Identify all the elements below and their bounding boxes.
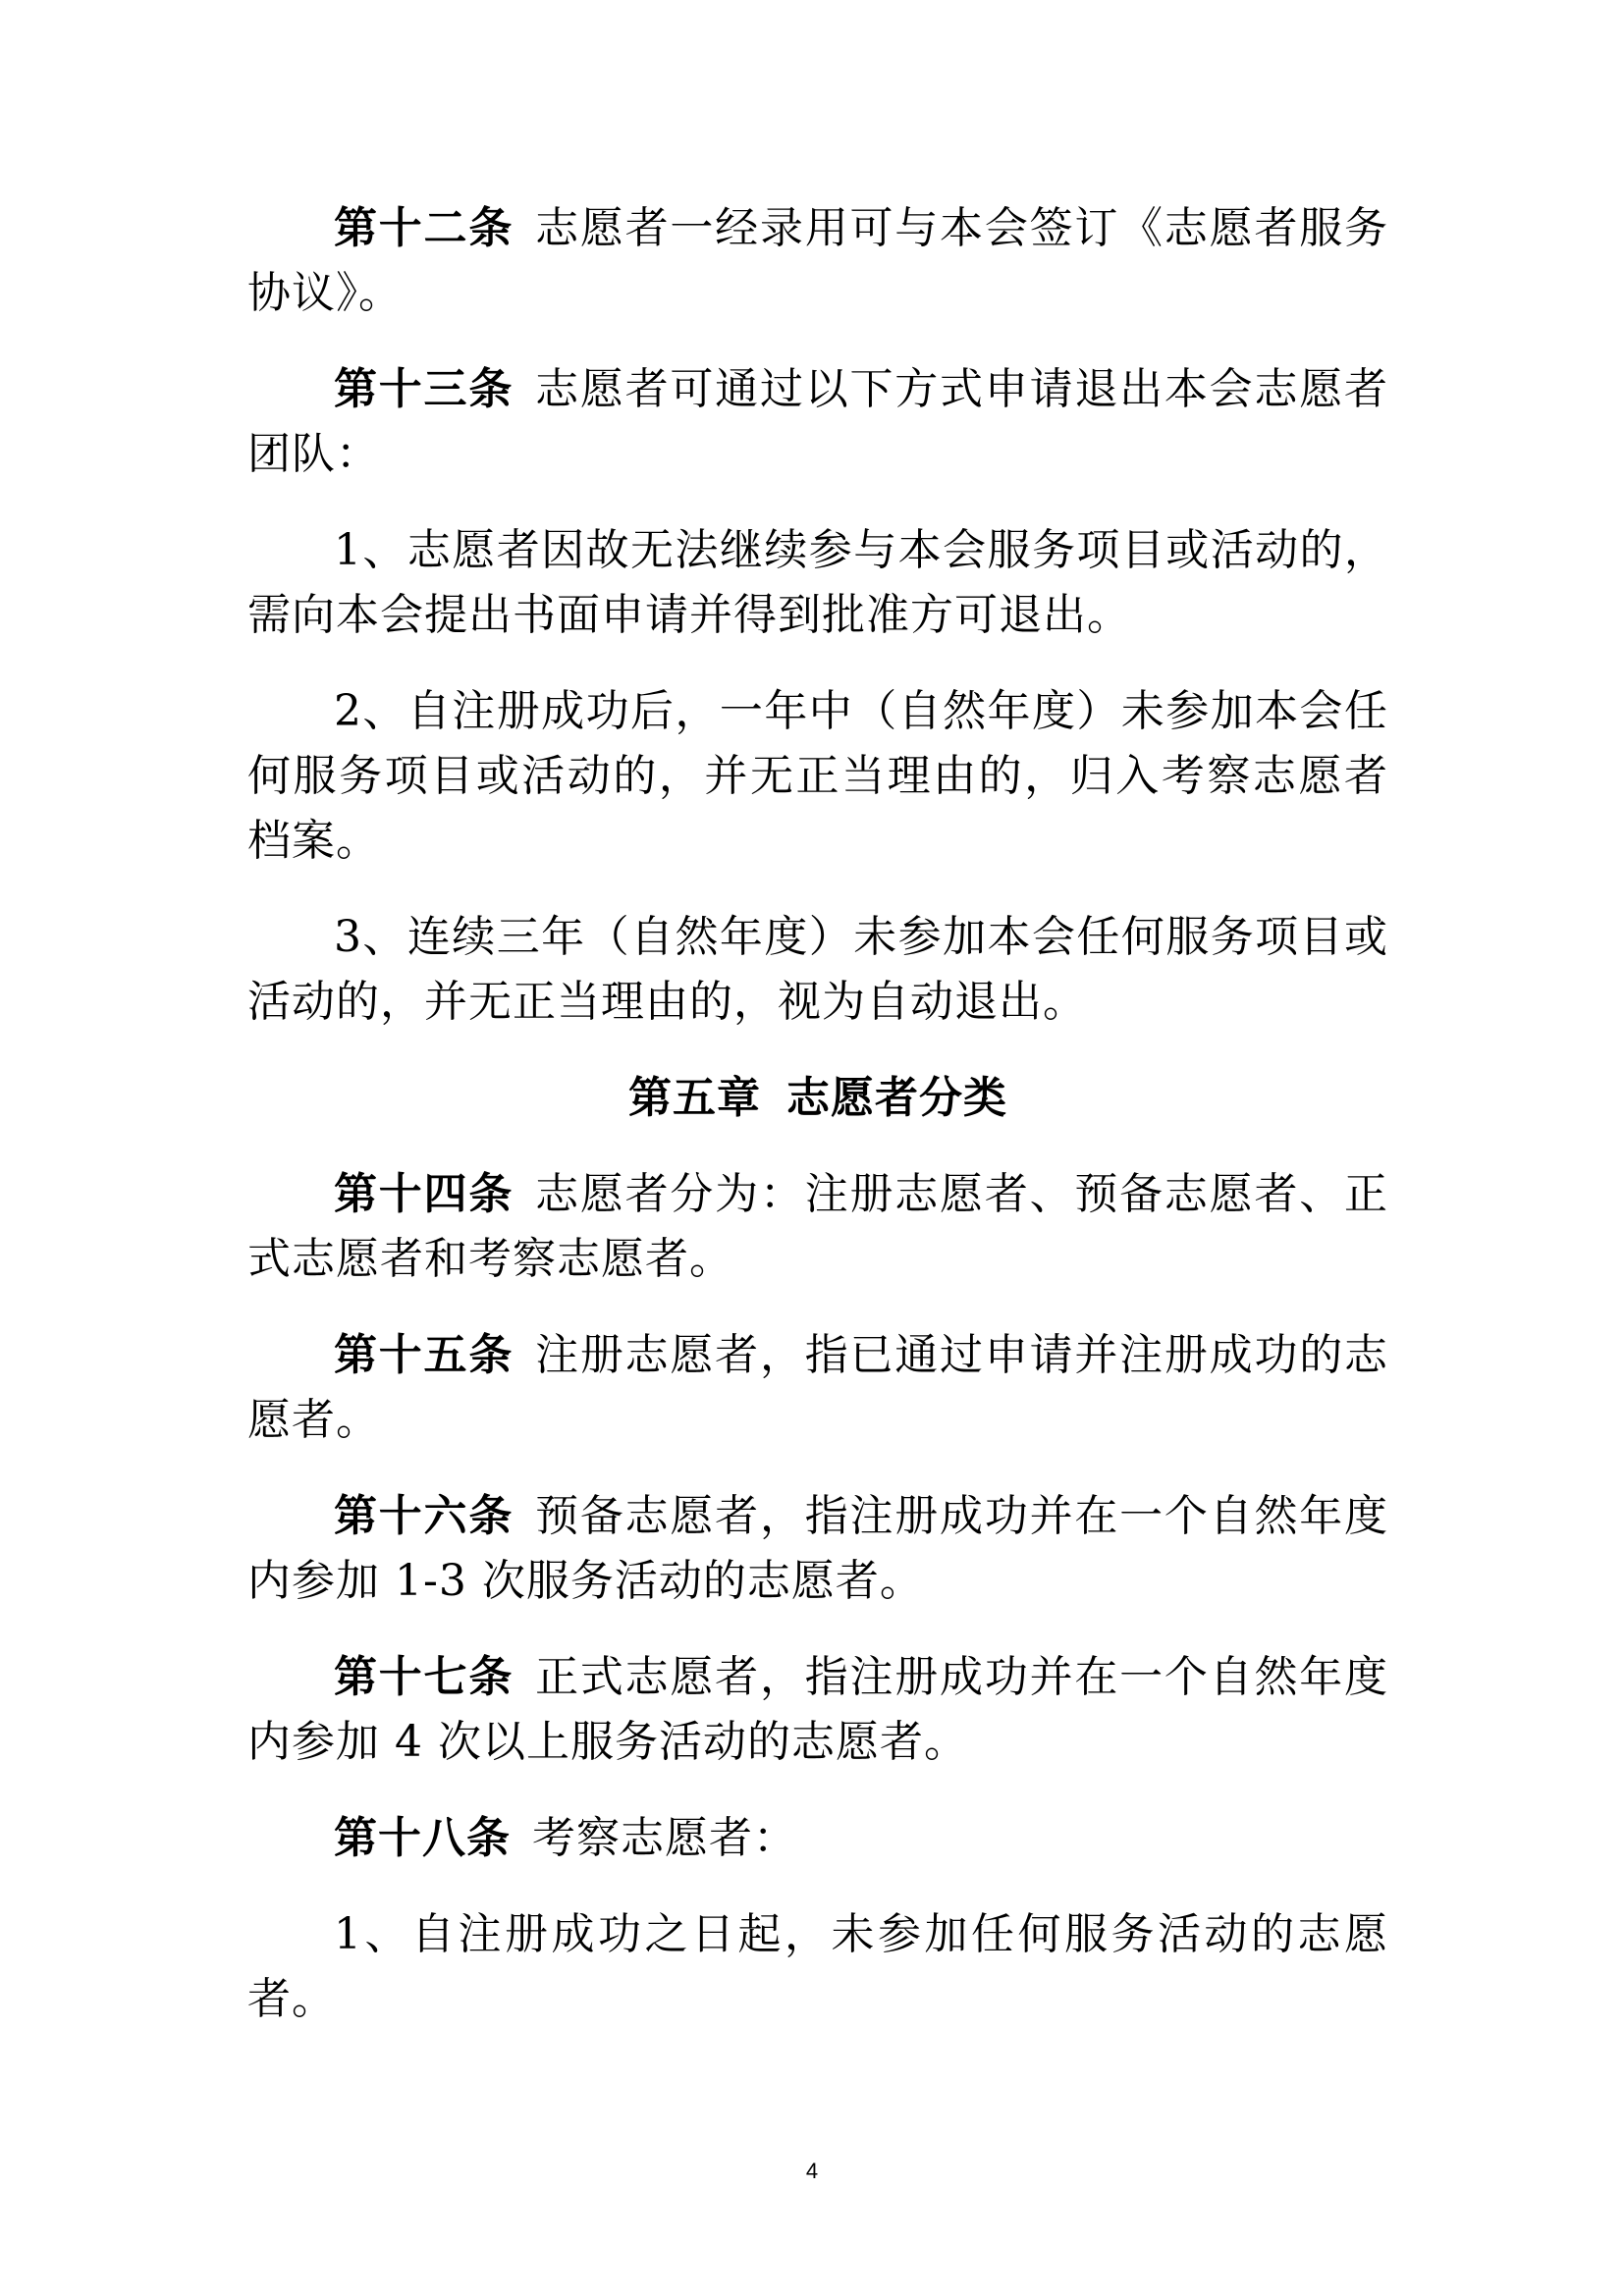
article-text: 考察志愿者： — [532, 1813, 797, 1863]
article-label: 第十四条 — [334, 1169, 514, 1219]
article-18-item-1: 1、自注册成功之日起，未参加任何服务活动的志愿者。 — [247, 1909, 1388, 2024]
page-number: 4 — [805, 2159, 819, 2183]
article-label: 第十三条 — [334, 364, 514, 414]
article-14 — [247, 1162, 1388, 1292]
article-label: 第十六条 — [334, 1491, 514, 1541]
article-13 — [247, 357, 1388, 487]
article-18 — [247, 1806, 1388, 1871]
article-label: 第十二条 — [334, 203, 514, 253]
article-label: 第十五条 — [334, 1330, 514, 1380]
chapter-number: 第五章 — [628, 1073, 761, 1123]
article-17 — [247, 1645, 1388, 1775]
article-text: 预备志愿者，指注册成功并在一个自然年度内参加 1-3 次服务活动的志愿者。 — [247, 1491, 1389, 1606]
article-13-item-1: 1、志愿者因故无法继续参与本会服务项目或活动的，需向本会提出书面申请并得到批准方可退出。 — [247, 525, 1388, 640]
article-text: 志愿者分为：注册志愿者、预备志愿者、正式志愿者和考察志愿者。 — [247, 1169, 1389, 1284]
article-text: 志愿者可通过以下方式申请退出本会志愿者团队： — [247, 364, 1389, 479]
document-body — [247, 196, 1388, 2063]
article-text: 正式志愿者，指注册成功并在一个自然年度内参加 4 次以上服务活动的志愿者。 — [247, 1652, 1389, 1767]
article-12 — [247, 196, 1388, 326]
article-13-item-2: 2、自注册成功后，一年中（自然年度）未参加本会任何服务项目或活动的，并无正当理由的，归入考察志愿者档案。 — [247, 686, 1388, 866]
chapter-heading — [247, 1066, 1388, 1131]
article-16 — [247, 1484, 1388, 1614]
article-15 — [247, 1323, 1388, 1453]
chapter-title: 志愿者分类 — [786, 1073, 1007, 1123]
article-text: 注册志愿者，指已通过申请并注册成功的志愿者。 — [247, 1330, 1389, 1445]
article-label: 第十八条 — [334, 1813, 511, 1863]
article-text: 志愿者一经录用可与本会签订《志愿者服务协议》。 — [247, 203, 1389, 318]
article-label: 第十七条 — [334, 1652, 514, 1702]
article-13-item-3: 3、连续三年（自然年度）未参加本会任何服务项目或活动的，并无正当理由的，视为自动退出。 — [247, 912, 1388, 1027]
